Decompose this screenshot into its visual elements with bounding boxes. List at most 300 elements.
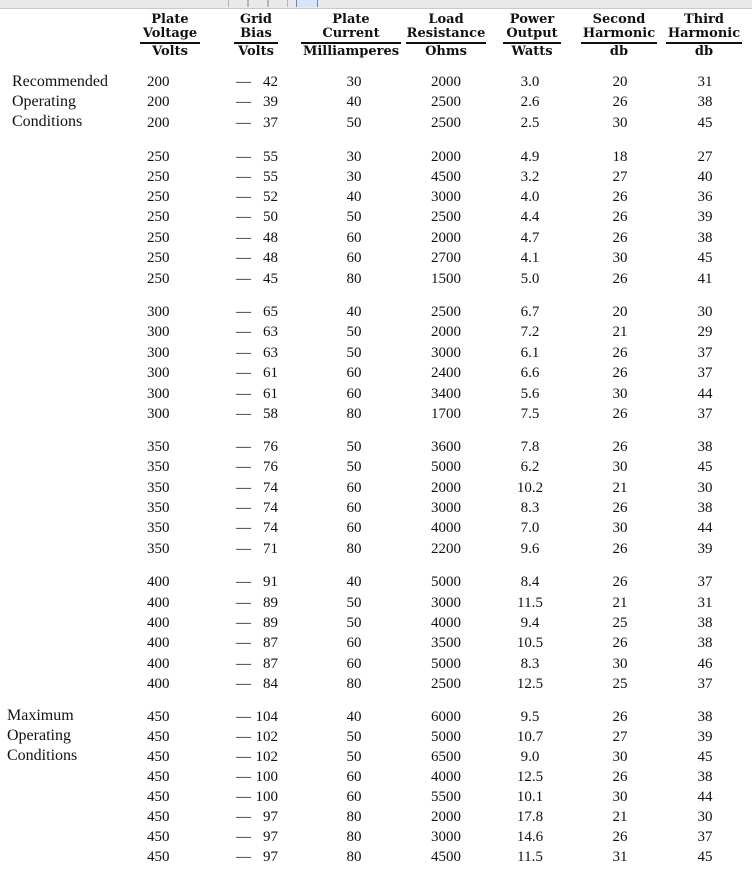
cell-second-harmonic: 30: [612, 656, 628, 672]
cell-plate-current: 40: [346, 709, 362, 725]
header-unit: db: [666, 43, 742, 59]
side-label-line: Conditions: [7, 747, 78, 764]
cell-grid-bias: 74: [263, 500, 278, 516]
cell-bias-sign: —: [236, 459, 251, 475]
table-row: [0, 302, 752, 322]
cell-second-harmonic: 21: [612, 809, 628, 825]
cell-third-harmonic: 38: [697, 769, 713, 785]
cell-bias-sign: —: [236, 849, 251, 865]
cell-grid-bias: 97: [263, 849, 278, 865]
header-unit: Volts: [140, 43, 200, 59]
cell-grid-bias: 55: [263, 149, 278, 165]
cell-grid-bias: 89: [263, 615, 278, 631]
table-row: [0, 228, 752, 248]
table-row: [0, 787, 752, 807]
cell-second-harmonic: 30: [612, 115, 628, 131]
header-line: Grid: [240, 12, 272, 27]
cell-third-harmonic: 40: [697, 169, 713, 185]
side-label-line: Conditions: [12, 113, 83, 130]
cell-third-harmonic: 45: [697, 250, 713, 266]
table-row: [0, 498, 752, 518]
table-row: [0, 847, 752, 867]
cell-load-resistance: 2500: [431, 209, 461, 225]
cell-plate-voltage: 350: [147, 541, 170, 557]
toolbar-button-active[interactable]: [296, 0, 318, 7]
cell-power-output: 10.5: [516, 635, 544, 651]
header-line: Second: [592, 12, 646, 27]
cell-bias-sign: —: [236, 149, 251, 165]
cell-grid-bias: 74: [263, 480, 278, 496]
header-line: Power: [509, 12, 555, 27]
cell-load-resistance: 4500: [431, 849, 461, 865]
cell-load-resistance: 3000: [431, 500, 461, 516]
header-unit: Milliamperes: [302, 44, 400, 59]
cell-bias-sign: —: [236, 769, 251, 785]
cell-third-harmonic: 39: [697, 729, 713, 745]
cell-plate-current: 50: [346, 459, 362, 475]
cell-plate-voltage: 250: [147, 250, 170, 266]
cell-power-output: 5.0: [520, 271, 540, 287]
cell-second-harmonic: 30: [612, 749, 628, 765]
cell-power-output: 11.5: [517, 595, 543, 611]
cell-second-harmonic: 27: [612, 169, 628, 185]
table-row: [0, 518, 752, 538]
cell-plate-current: 50: [346, 729, 362, 745]
table-row: [0, 593, 752, 613]
table-row: [0, 539, 752, 559]
cell-plate-voltage: 300: [147, 386, 170, 402]
cell-bias-sign: —: [236, 94, 251, 110]
cell-second-harmonic: 27: [612, 729, 628, 745]
cell-power-output: 9.6: [520, 541, 540, 557]
cell-grid-bias: 42: [263, 74, 278, 90]
cell-bias-sign: —: [236, 809, 251, 825]
cell-load-resistance: 4000: [431, 615, 461, 631]
cell-power-output: 3.2: [520, 169, 540, 185]
cell-bias-sign: —: [236, 595, 251, 611]
cell-plate-current: 50: [346, 209, 362, 225]
cell-third-harmonic: 30: [697, 809, 713, 825]
cell-third-harmonic: 31: [697, 595, 713, 611]
table-row: [0, 674, 752, 694]
cell-plate-current: 60: [346, 656, 362, 672]
cell-bias-sign: —: [236, 324, 251, 340]
header-line: Output: [503, 27, 561, 43]
cell-plate-voltage: 300: [147, 406, 170, 422]
cell-plate-current: 40: [346, 94, 362, 110]
cell-bias-sign: —: [236, 365, 251, 381]
table-row: [0, 72, 752, 92]
cell-plate-voltage: 300: [147, 304, 170, 320]
cell-bias-sign: —: [236, 439, 251, 455]
table-row: [0, 343, 752, 363]
cell-power-output: 7.0: [520, 520, 540, 536]
cell-plate-voltage: 250: [147, 230, 170, 246]
cell-grid-bias: 61: [263, 365, 278, 381]
cell-grid-bias: 97: [263, 829, 278, 845]
cell-grid-bias: 97: [263, 809, 278, 825]
cell-load-resistance: 2000: [431, 149, 461, 165]
cell-second-harmonic: 26: [612, 541, 628, 557]
cell-grid-bias: 63: [263, 345, 278, 361]
cell-plate-current: 60: [346, 230, 362, 246]
header-load-resistance: [406, 13, 486, 59]
cell-third-harmonic: 30: [697, 304, 713, 320]
cell-plate-voltage: 350: [147, 500, 170, 516]
table-row: [0, 248, 752, 268]
cell-power-output: 6.7: [520, 304, 540, 320]
cell-plate-current: 40: [346, 574, 362, 590]
header-line: Bias: [234, 27, 278, 43]
cell-plate-voltage: 250: [147, 149, 170, 165]
cell-third-harmonic: 38: [697, 635, 713, 651]
cell-load-resistance: 2400: [431, 365, 461, 381]
header-plate-current: [301, 13, 401, 59]
cell-load-resistance: 2200: [431, 541, 461, 557]
cell-plate-voltage: 450: [147, 709, 170, 725]
cell-second-harmonic: 26: [612, 209, 628, 225]
table-row: [0, 363, 752, 383]
cell-power-output: 6.1: [520, 345, 540, 361]
cell-power-output: 9.4: [520, 615, 540, 631]
cell-grid-bias: 58: [263, 406, 278, 422]
cell-second-harmonic: 26: [612, 635, 628, 651]
cell-third-harmonic: 45: [697, 459, 713, 475]
cell-second-harmonic: 30: [612, 250, 628, 266]
cell-plate-voltage: 400: [147, 574, 170, 590]
cell-power-output: 4.4: [520, 209, 540, 225]
cell-plate-voltage: 400: [147, 595, 170, 611]
cell-power-output: 8.4: [520, 574, 540, 590]
table-row: [0, 457, 752, 477]
cell-load-resistance: 6000: [431, 709, 461, 725]
header-line: Third: [683, 12, 724, 27]
cell-plate-current: 80: [346, 849, 362, 865]
cell-plate-current: 80: [346, 829, 362, 845]
cell-power-output: 2.6: [520, 94, 540, 110]
cell-grid-bias: 37: [263, 115, 278, 131]
cell-plate-current: 40: [346, 189, 362, 205]
cell-bias-sign: —: [236, 406, 251, 422]
header-line: Resistance: [406, 26, 486, 41]
cell-second-harmonic: 21: [612, 324, 628, 340]
cell-plate-voltage: 350: [147, 439, 170, 455]
cell-bias-sign: —: [236, 74, 251, 90]
header-plate-voltage: [140, 13, 200, 59]
cell-load-resistance: 5000: [431, 459, 461, 475]
cell-load-resistance: 4000: [431, 769, 461, 785]
cell-plate-current: 40: [346, 304, 362, 320]
header-power-output: [503, 13, 561, 59]
cell-plate-current: 50: [346, 615, 362, 631]
table-row: [0, 727, 752, 747]
cell-third-harmonic: 37: [697, 676, 713, 692]
cell-third-harmonic: 45: [697, 749, 713, 765]
cell-bias-sign: —: [236, 520, 251, 536]
cell-power-output: 3.0: [520, 74, 540, 90]
cell-load-resistance: 2500: [431, 115, 461, 131]
table-row: [0, 269, 752, 289]
cell-plate-voltage: 250: [147, 271, 170, 287]
side-label-line: Recommended: [12, 73, 108, 90]
cell-third-harmonic: 45: [697, 115, 713, 131]
cell-plate-current: 50: [346, 595, 362, 611]
window-toolbar-strip: [0, 0, 752, 9]
cell-load-resistance: 2500: [431, 304, 461, 320]
cell-power-output: 4.0: [520, 189, 540, 205]
table-row: [0, 613, 752, 633]
table-row: [0, 92, 752, 112]
cell-bias-sign: —: [236, 386, 251, 402]
cell-grid-bias: 71: [263, 541, 278, 557]
cell-bias-sign: —: [236, 500, 251, 516]
cell-load-resistance: 3000: [431, 595, 461, 611]
toolbar-button[interactable]: [228, 0, 248, 7]
cell-plate-current: 60: [346, 520, 362, 536]
cell-plate-current: 60: [346, 386, 362, 402]
cell-load-resistance: 2000: [431, 809, 461, 825]
cell-power-output: 6.6: [520, 365, 540, 381]
cell-third-harmonic: 44: [697, 789, 713, 805]
cell-second-harmonic: 21: [612, 480, 628, 496]
header-line: Harmonic: [582, 26, 656, 41]
table-row: [0, 322, 752, 342]
cell-third-harmonic: 38: [697, 439, 713, 455]
cell-third-harmonic: 37: [697, 574, 713, 590]
cell-bias-sign: —: [236, 250, 251, 266]
cell-plate-current: 80: [346, 809, 362, 825]
header-unit: Volts: [234, 43, 278, 59]
cell-bias-sign: —: [236, 676, 251, 692]
cell-second-harmonic: 26: [612, 230, 628, 246]
cell-power-output: 7.5: [520, 406, 540, 422]
table-row: [0, 767, 752, 787]
cell-plate-voltage: 200: [147, 115, 170, 131]
cell-grid-bias: 100: [255, 789, 278, 805]
cell-load-resistance: 3000: [431, 189, 461, 205]
cell-grid-bias: 89: [263, 595, 278, 611]
cell-power-output: 10.1: [516, 789, 544, 805]
cell-plate-voltage: 400: [147, 635, 170, 651]
header-line: Plate: [151, 12, 189, 27]
cell-load-resistance: 2700: [431, 250, 461, 266]
cell-load-resistance: 5000: [431, 656, 461, 672]
cell-grid-bias: 52: [263, 189, 278, 205]
cell-bias-sign: —: [236, 729, 251, 745]
cell-power-output: 6.2: [520, 459, 540, 475]
cell-bias-sign: —: [236, 189, 251, 205]
cell-plate-current: 60: [346, 635, 362, 651]
cell-plate-current: 30: [346, 149, 362, 165]
cell-plate-voltage: 450: [147, 789, 170, 805]
cell-plate-voltage: 250: [147, 189, 170, 205]
cell-plate-current: 50: [346, 324, 362, 340]
table-row: [0, 437, 752, 457]
cell-grid-bias: 65: [263, 304, 278, 320]
cell-grid-bias: 48: [263, 230, 278, 246]
cell-grid-bias: 91: [263, 574, 278, 590]
cell-second-harmonic: 30: [612, 520, 628, 536]
cell-grid-bias: 100: [255, 769, 278, 785]
toolbar-button[interactable]: [268, 0, 288, 7]
cell-plate-current: 60: [346, 250, 362, 266]
cell-grid-bias: 104: [255, 709, 278, 725]
cell-third-harmonic: 37: [697, 365, 713, 381]
cell-grid-bias: 55: [263, 169, 278, 185]
cell-plate-voltage: 250: [147, 169, 170, 185]
cell-bias-sign: —: [236, 615, 251, 631]
cell-power-output: 4.1: [520, 250, 540, 266]
header-unit: Ohms: [406, 43, 486, 59]
cell-second-harmonic: 26: [612, 500, 628, 516]
cell-plate-current: 80: [346, 676, 362, 692]
cell-power-output: 8.3: [520, 656, 540, 672]
cell-grid-bias: 76: [263, 459, 278, 475]
table-row: [0, 404, 752, 424]
toolbar-button[interactable]: [248, 0, 268, 7]
header-line: Current: [301, 27, 401, 43]
cell-bias-sign: —: [236, 829, 251, 845]
cell-third-harmonic: 44: [697, 386, 713, 402]
cell-power-output: 17.8: [516, 809, 544, 825]
cell-plate-current: 50: [346, 439, 362, 455]
cell-bias-sign: —: [236, 304, 251, 320]
cell-bias-sign: —: [236, 541, 251, 557]
table-row: [0, 147, 752, 167]
header-third-harmonic: [666, 13, 742, 59]
cell-grid-bias: 39: [263, 94, 278, 110]
cell-plate-voltage: 450: [147, 849, 170, 865]
cell-load-resistance: 5000: [431, 729, 461, 745]
cell-load-resistance: 3000: [431, 829, 461, 845]
cell-bias-sign: —: [236, 789, 251, 805]
header-second-harmonic: [581, 13, 657, 59]
cell-grid-bias: 76: [263, 439, 278, 455]
header-line: Load: [428, 12, 464, 27]
cell-third-harmonic: 27: [697, 149, 713, 165]
cell-grid-bias: 50: [263, 209, 278, 225]
cell-grid-bias: 63: [263, 324, 278, 340]
cell-plate-current: 80: [346, 541, 362, 557]
cell-power-output: 7.8: [520, 439, 540, 455]
header-line: Plate: [332, 12, 370, 27]
table-row: [0, 807, 752, 827]
cell-plate-current: 50: [346, 115, 362, 131]
cell-plate-current: 30: [346, 169, 362, 185]
cell-bias-sign: —: [236, 749, 251, 765]
cell-bias-sign: —: [236, 115, 251, 131]
cell-plate-current: 80: [346, 406, 362, 422]
table-row: [0, 827, 752, 847]
cell-second-harmonic: 21: [612, 595, 628, 611]
cell-power-output: 5.6: [520, 386, 540, 402]
cell-plate-voltage: 350: [147, 480, 170, 496]
cell-power-output: 9.5: [520, 709, 540, 725]
cell-bias-sign: —: [236, 169, 251, 185]
cell-power-output: 4.7: [520, 230, 540, 246]
cell-third-harmonic: 36: [697, 189, 713, 205]
cell-plate-current: 50: [346, 345, 362, 361]
cell-plate-current: 30: [346, 74, 362, 90]
cell-plate-current: 60: [346, 500, 362, 516]
cell-power-output: 10.7: [516, 729, 544, 745]
cell-load-resistance: 2000: [431, 324, 461, 340]
cell-second-harmonic: 30: [612, 386, 628, 402]
cell-third-harmonic: 31: [697, 74, 713, 90]
cell-power-output: 8.3: [520, 500, 540, 516]
cell-second-harmonic: 26: [612, 271, 628, 287]
cell-plate-voltage: 450: [147, 729, 170, 745]
cell-load-resistance: 2000: [431, 230, 461, 246]
cell-third-harmonic: 37: [697, 406, 713, 422]
cell-third-harmonic: 38: [697, 500, 713, 516]
cell-grid-bias: 74: [263, 520, 278, 536]
cell-grid-bias: 102: [255, 729, 278, 745]
cell-plate-voltage: 300: [147, 345, 170, 361]
cell-third-harmonic: 38: [697, 230, 713, 246]
cell-plate-voltage: 400: [147, 656, 170, 672]
cell-bias-sign: —: [236, 709, 251, 725]
cell-bias-sign: —: [236, 230, 251, 246]
cell-second-harmonic: 26: [612, 94, 628, 110]
cell-power-output: 11.5: [517, 849, 543, 865]
cell-third-harmonic: 38: [697, 615, 713, 631]
cell-load-resistance: 2500: [431, 94, 461, 110]
cell-plate-voltage: 350: [147, 459, 170, 475]
cell-plate-current: 60: [346, 480, 362, 496]
cell-bias-sign: —: [236, 345, 251, 361]
cell-second-harmonic: 26: [612, 574, 628, 590]
cell-second-harmonic: 26: [612, 406, 628, 422]
cell-plate-voltage: 250: [147, 209, 170, 225]
cell-second-harmonic: 26: [612, 189, 628, 205]
table-row: [0, 747, 752, 767]
cell-power-output: 4.9: [520, 149, 540, 165]
cell-bias-sign: —: [236, 635, 251, 651]
cell-power-output: 2.5: [520, 115, 540, 131]
header-unit: Watts: [503, 43, 561, 59]
cell-second-harmonic: 26: [612, 829, 628, 845]
cell-third-harmonic: 44: [697, 520, 713, 536]
cell-plate-voltage: 200: [147, 74, 170, 90]
cell-third-harmonic: 39: [697, 541, 713, 557]
cell-second-harmonic: 20: [612, 304, 628, 320]
cell-grid-bias: 48: [263, 250, 278, 266]
cell-bias-sign: —: [236, 656, 251, 672]
cell-load-resistance: 4000: [431, 520, 461, 536]
cell-plate-voltage: 450: [147, 829, 170, 845]
cell-power-output: 9.0: [520, 749, 540, 765]
cell-second-harmonic: 30: [612, 789, 628, 805]
table-row: [0, 187, 752, 207]
cell-third-harmonic: 46: [697, 656, 713, 672]
cell-plate-voltage: 450: [147, 749, 170, 765]
cell-plate-voltage: 400: [147, 615, 170, 631]
cell-third-harmonic: 39: [697, 209, 713, 225]
table-row: [0, 113, 752, 133]
cell-third-harmonic: 37: [697, 345, 713, 361]
header-line: Voltage: [140, 27, 200, 43]
cell-second-harmonic: 20: [612, 74, 628, 90]
cell-power-output: 14.6: [516, 829, 544, 845]
cell-load-resistance: 3600: [431, 439, 461, 455]
table-row: [0, 707, 752, 727]
cell-load-resistance: 3000: [431, 345, 461, 361]
cell-second-harmonic: 26: [612, 365, 628, 381]
cell-third-harmonic: 45: [697, 849, 713, 865]
table-row: [0, 572, 752, 592]
cell-power-output: 12.5: [516, 769, 544, 785]
